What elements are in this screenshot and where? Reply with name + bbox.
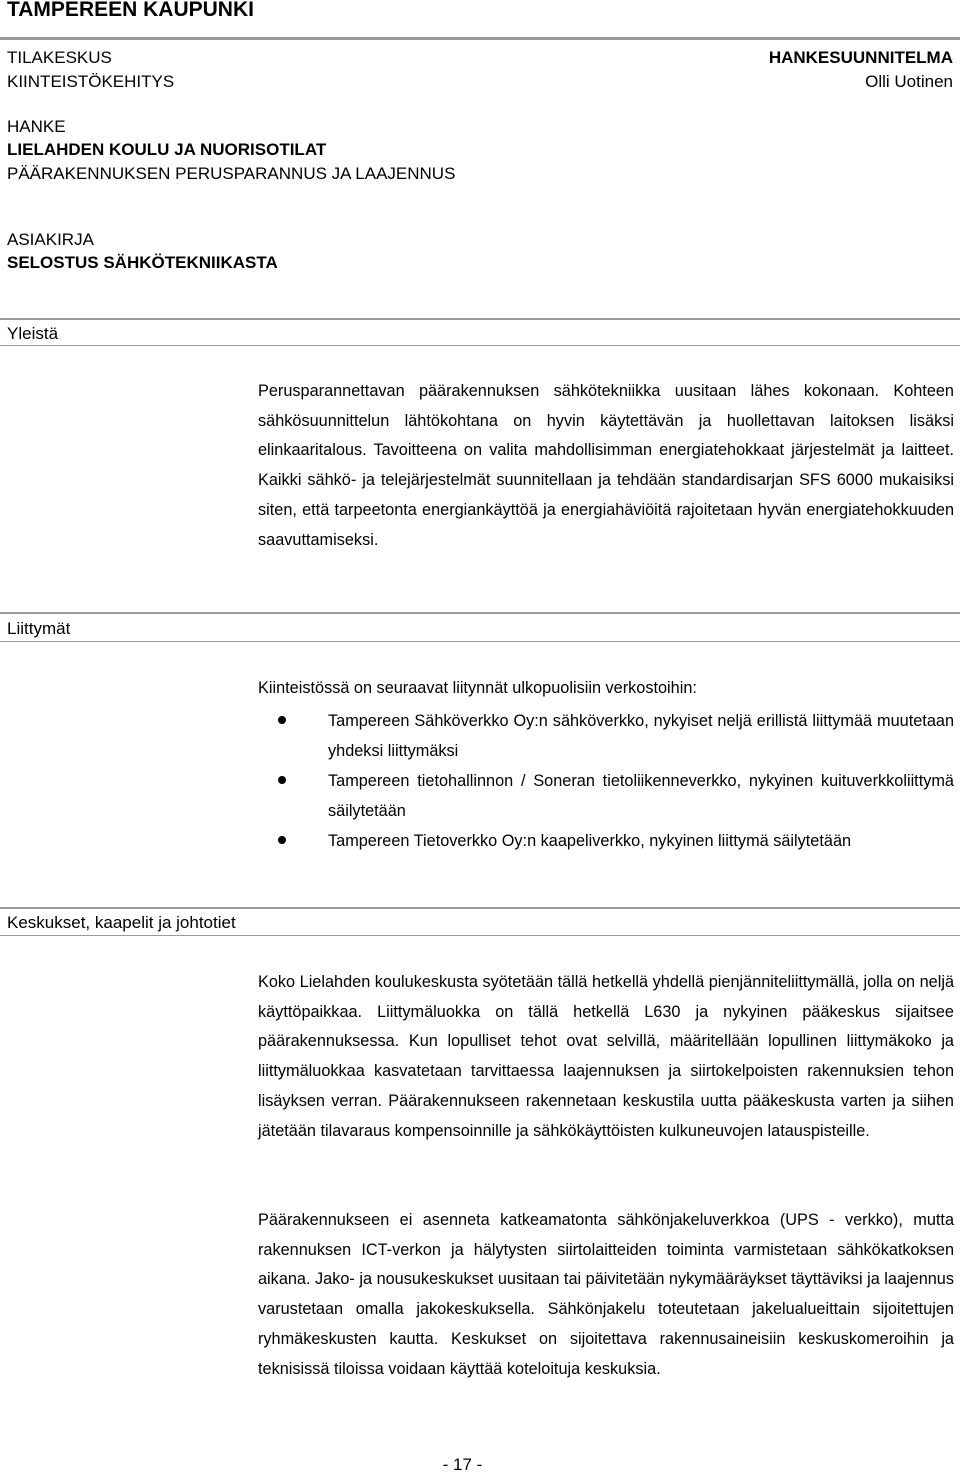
list-item <box>258 826 954 856</box>
bullet-icon <box>278 836 286 844</box>
page-number: - 17 - <box>442 1455 483 1474</box>
centres-paragraph-1: Koko Lielahden koulukeskusta syötetään tällä hetkellä yhdellä pienjänniteliittymällä, jolla on neljä käyttöpaikkaa. Liittymäluokka on tällä hetkellä L630 ja nykyinen pääkeskus sijaitsee päärakennuksessa. Kun lopulliset tehot ovat selvillä, määritellään lopullinen liittymäkoko ja liittymäluokkaa kasvatetaan tarvittaessa laajennuksen ja siirtokelpoisten rakennuksien tehon lisäyksen verran. Päärakennukseen rakennetaan keskustila uutta pääkeskusta varten ja siihen jätetään tilavaraus kompensoinnille ja sähkökäyttöisten kulkuneuvojen latauspisteille. <box>258 973 955 1140</box>
organization-title: TAMPEREEN KAUPUNKI <box>7 0 254 21</box>
section-divider-connections-top <box>0 612 960 614</box>
author-name: Olli Uotinen <box>865 72 953 91</box>
list-item-text: Tampereen tietohallinnon / Soneran tietoliikenneverkko, nykyinen kuituverkkoliittymä säilytetään <box>328 772 954 820</box>
document-name: SELOSTUS SÄHKÖTEKNIIKASTA <box>7 253 278 272</box>
list-item-text: Tampereen Tietoverkko Oy:n kaapeliverkko, nykyinen liittymä säilytetään <box>328 832 852 850</box>
section-divider-centres-bottom <box>0 935 960 936</box>
document-type: HANKESUUNNITELMA <box>768 48 953 67</box>
department-name: TILAKESKUS <box>7 48 112 67</box>
list-item-text: Tampereen Sähköverkko Oy:n sähköverkko, nykyiset neljä erillistä liittymää muutetaan yhdeksi liittymäksi <box>328 712 954 760</box>
project-subtitle: PÄÄRAKENNUKSEN PERUSPARANNUS JA LAAJENNUS <box>7 164 456 183</box>
centres-paragraph-2: Päärakennukseen ei asenneta katkeamatonta sähkönjakeluverkkoa (UPS - verkko), mutta rakennuksen ICT-verkon ja hälytysten siirtolaitteiden toiminta varmistetaan sähkökatkoksen aikana. Jako- ja nousukeskukset uusitaan tai päivitetään nykymääräykset täyttäviksi ja laajennus varustetaan omalla jakokeskuksella. Sähkönjakelu toteutetaan jakelualueittain sijoitettujen ryhmäkeskusten kautta. Keskukset on sijoitettava rakennusaineisiin keskuskomeroihin ja teknisissä tiloissa voidaan käyttää koteloituja keskuksia. <box>258 1211 954 1378</box>
header-divider <box>0 37 960 40</box>
general-paragraph: Perusparannettavan päärakennuksen sähkötekniikka uusitaan lähes kokonaan. Kohteen sähkösuunnittelun lähtökohtana on hyvin käytettävän ja huollettavan laitoksen lisäksi elinkaaritalous. Tavoitteena on valita mahdollisimman energiatehokkaat järjestelmät ja laitteet. Kaikki sähkö- ja telejärjestelmät suunnitellaan ja tehdään standardisarjan SFS 6000 mukaisiksi siten, että tarpeetonta energiankäyttöä ja energiahäviöitä rajoitetaan hyvän energiatehokkuuden saavuttamiseksi. <box>258 382 954 549</box>
project-name: LIELAHDEN KOULU JA NUORISOTILAT <box>7 140 327 159</box>
section-title-connections: Liittymät <box>7 619 71 638</box>
section-divider-general-top <box>0 318 960 320</box>
list-item <box>258 766 954 826</box>
section-title-general: Yleistä <box>7 324 59 343</box>
list-item <box>258 706 954 766</box>
unit-name: KIINTEISTÖKEHITYS <box>7 72 175 91</box>
bullet-icon <box>278 716 286 724</box>
section-divider-connections-bottom <box>0 641 960 642</box>
bullet-icon <box>278 776 286 784</box>
section-divider-centres-top <box>0 907 960 909</box>
connections-list <box>258 706 954 856</box>
section-divider-general-bottom <box>0 345 960 346</box>
section-title-centres: Keskukset, kaapelit ja johtotiet <box>7 913 236 932</box>
document-label: ASIAKIRJA <box>7 230 94 249</box>
project-label: HANKE <box>7 117 66 136</box>
connections-intro: Kiinteistössä on seuraavat liitynnät ulkopuolisiin verkostoihin: <box>258 679 697 697</box>
